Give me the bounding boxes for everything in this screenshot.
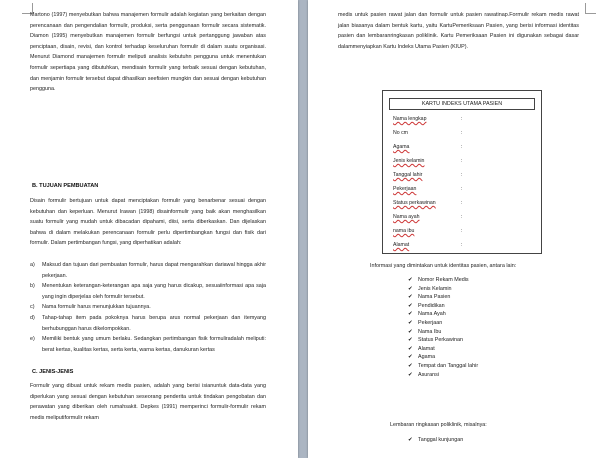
- kiup-field-row: No cm :: [393, 130, 463, 136]
- checkmark-icon: ✔: [408, 302, 413, 309]
- info-checklist: [408, 276, 478, 379]
- kiup-field-row: nama ibu :: [393, 228, 463, 234]
- document-page-left: [0, 0, 298, 458]
- checklist-item: ✔ Nama Pasien: [408, 294, 451, 301]
- heading-tujuan-pembuatan: B. TUJUAN PEMBUATAN: [32, 183, 99, 189]
- info-intro: Informasi yang dimintakan untuk identitas pasien, antara lain:: [370, 263, 517, 269]
- list-item: e) Memiliki bentuk yang umum berlaku. Sedangkan pertimbangan fisik formuliradalah meliputi: berat kertas, kualitas kertas, serta kerta, warna kertas, danukuran kertas: [30, 336, 266, 353]
- checkmark-icon: ✔: [408, 354, 413, 361]
- kiup-field-row: Status perkawinan :: [393, 200, 463, 206]
- checklist-item: ✔ Pekerjaan: [408, 319, 443, 326]
- heading-jenis-jenis: C. JENIS-JENIS: [32, 369, 74, 375]
- kiup-field-row: Jenis kelamin :: [393, 158, 463, 164]
- checkmark-icon: ✔: [408, 362, 413, 369]
- checklist-item: ✔ Nama Ibu: [408, 328, 442, 335]
- checkmark-icon: ✔: [408, 437, 413, 443]
- checklist-item: ✔ Nomor Rekam Medis: [408, 277, 469, 283]
- list-item: d) Tahap-tahap item pada pokoknya harus berupa arus normal pekerjaan dan itemyang berhubunggan harus dikelompokkan.: [30, 314, 266, 332]
- checkmark-icon: ✔: [408, 285, 413, 292]
- checklist-item: ✔ Status Perkawinan: [408, 337, 463, 344]
- list-item: c) Nama formulir harus menunjukkan tujuannya.: [30, 304, 151, 311]
- list-item: b) Menentukan keterangan-keterangan apa saja yang harus dicakup, sesuaiinformasi apa saja yang ingin diperjelas oleh formulir tersebut.: [30, 283, 266, 300]
- kiup-title: KARTU INDEKS UTAMA PASIEN: [389, 98, 535, 110]
- paragraph-rekam-medis: medis untuk pasien rawat jalan dan formulir untuk pasien rawatinap.Formulir rekam medis rawat jalan biasanya dalam bentuk kartu, yaitu KartuPemeriksaan Pasien, yang berisi informasi identitas pasien dan lembaranringkasan poliklinik. Kartu Pemeriksaan Pasien ini digunakan sebagai dasar dalammenyiapkan Kartu Indeks Utama Pasien (KIUP).: [338, 12, 579, 50]
- document-page-right: [308, 0, 610, 458]
- checkmark-icon: ✔: [408, 294, 413, 301]
- purpose-list: [30, 260, 266, 355]
- checkmark-icon: ✔: [408, 371, 413, 378]
- list-item: a) Maksud dan tujuan dari pembuatan formulir, harus dapat mengarahkan dariawal hingga akhir pekerjaan.: [30, 262, 266, 279]
- checkmark-icon: ✔: [408, 337, 413, 344]
- checklist-item: ✔ Tempat dan Tanggal lahir: [408, 362, 479, 369]
- checklist-item: ✔ Pendidikan: [408, 302, 445, 309]
- lembar-intro: Lembaran ringkasan poliklinik, misalnya:: [390, 422, 487, 428]
- kiup-field-row: Agama :: [393, 144, 463, 150]
- paragraph-martono: Martono (1997) menyebutkan bahwa manajemen formulir adalah kegiatan yang berkaitan dengan perencanaan dan pengendalian formulir, produksi, serta penggunaan formulir secara sistematik. Diamon (1995) menyebutkan manajemen formulir berfungsi untuk pertanggung jawaban atas penciptaan, disain, revisi, dan kontrol terhadap keseluruhan formulir di dalam suatu organisasi. Menurut Diamond manajemen formulir meliputi analisis kebutuhn pengguna untuk menentukan formulir sepertiapa yang dibutuhkan, mendisain formulir yang terbaik sesuai dengan kebutuhan, dan menjamin formulir tersebut dapat dihasilkan seefisien mungkin dan sesuai dengan kebutuhan pengguna.: [30, 12, 266, 93]
- kiup-field-row: Nama lengkap :: [393, 116, 463, 122]
- checklist-item: ✔ Agama: [408, 354, 436, 361]
- kiup-card: [382, 90, 542, 254]
- checklist-item: ✔ Alamat: [408, 345, 435, 352]
- kiup-field-row: Pekerjaan :: [393, 186, 463, 192]
- checklist-item: ✔ Nama Ayah: [408, 311, 446, 318]
- kiup-field-row: Tanggal lahir :: [393, 172, 463, 178]
- checkmark-icon: ✔: [408, 277, 413, 283]
- checkmark-icon: ✔: [408, 319, 413, 326]
- checklist-item: ✔ Jenis Kelamin: [408, 285, 452, 292]
- paragraph-tujuan: Disain formulir bertujuan untuk dapat menciptakan formulir yang benarbenar sesuai dengan kebutuhan dan keperluan. Menurut Irawan (1998) disainformulir yang baik akan menghasilkan suatu formulir yang mudah untuk dibacadan dipahami, diisi, serta diberkaskan. Dan dijelaskan bahwa di dalam melakukan perencanaan formulir perlu dipertimbangkan fungsi dan fisik dari formulir. Dalam pertimbangan fungsi, yang diperhatikan adalah:: [30, 198, 266, 247]
- checklist-item: ✔ Asuransi: [408, 371, 439, 378]
- kiup-field-row: Nama ayah :: [393, 214, 463, 220]
- paragraph-jenis: Formulir yang dibuat untuk rekam medis pasien, adalah yang berisi isianuntuk data-data yang diperlukan yang sesuai dengan kebutuhan seseorang penderita untuk tindakan pengobatan dan perawatan yang diberikan oleh rumahsakit. Depkes (1991) memperinci formulir-formulir rekam medis meliputiformulir rekam: [30, 383, 266, 421]
- lembar-checklist: [408, 436, 463, 445]
- checkmark-icon: ✔: [408, 311, 413, 318]
- crop-mark-top-right: [585, 3, 596, 14]
- checklist-item: ✔ Tanggal kunjungan: [408, 437, 464, 443]
- checkmark-icon: ✔: [408, 345, 413, 352]
- kiup-field-row: Alamat :: [393, 242, 463, 248]
- checkmark-icon: ✔: [408, 328, 413, 335]
